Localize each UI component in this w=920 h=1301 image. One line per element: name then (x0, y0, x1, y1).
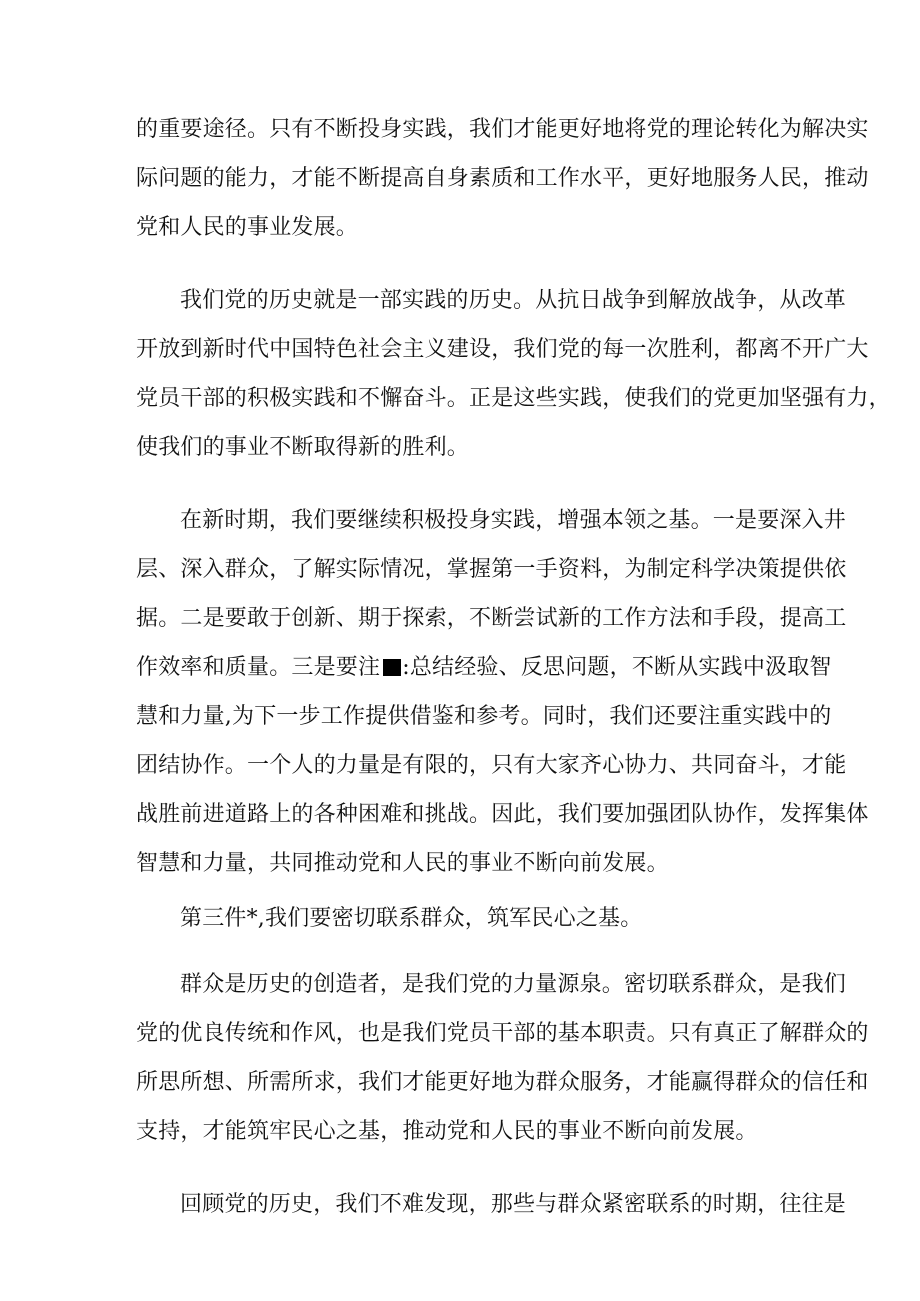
paragraph-3-line-5: 慧和力量,为下一步工作提供借鉴和参考。同时，我们还要注重实践中的 (136, 704, 832, 729)
paragraph-2-line-1: 我们党的历史就是一部实践的历史。从抗日战争到解放战争，从改革 (180, 288, 847, 313)
paragraph-3-line-1: 在新时期，我们要继续积极投身实践，增强本领之基。一是要深入井 (180, 508, 847, 533)
paragraph-1-line-1: 的重要途径。只有不断投身实践，我们才能更好地将党的理论转化为解决实 (136, 117, 869, 142)
paragraph-4-line-4: 支持，才能筑牢民心之基，推动党和人民的事业不断向前发展。 (136, 1119, 758, 1144)
paragraph-5-line-1: 回顾党的历史，我们不难发现，那些与群众紧密联系的时期，往往是 (180, 1192, 847, 1217)
paragraph-1-line-3: 党和人民的事业发展。 (136, 215, 359, 240)
redaction-block (383, 659, 401, 676)
paragraph-4-line-2: 党的优良传统和作风，也是我们党员干部的基本职责。只有真正了解群众的 (136, 1021, 869, 1046)
paragraph-3-line-6: 团结协作。一个人的力量是有限的，只有大家齐心协力、共同奋斗，才能 (136, 753, 847, 778)
paragraph-3-line-2: 层、深入群众，了解实际情况，掌握第一手资料，为制定科学决策提供依 (136, 557, 847, 582)
section-heading: 第三件*,我们要密切联系群众，筑军民心之基。 (180, 906, 643, 931)
paragraph-4-line-3: 所思所想、所需所求，我们才能更好地为群众服务，才能赢得群众的信任和 (136, 1070, 869, 1095)
paragraph-2-line-2: 开放到新时代中国特色社会主义建设，我们党的每一次胜利，都离不开广大 (136, 337, 869, 362)
paragraph-2-line-3: 党员干部的积极实践和不懈奋斗。正是这些实践，使我们的党更加坚强有力， (136, 386, 891, 411)
paragraph-2-line-4: 使我们的事业不断取得新的胜利。 (136, 435, 470, 460)
paragraph-1-line-2: 际问题的能力，才能不断提高自身素质和工作水平，更好地服务人民，推动 (136, 166, 869, 191)
paragraph-3-line-4-part-a: 作效率和质量。三是要注 (136, 655, 381, 680)
paragraph-3-line-8: 智慧和力量，共同推动党和人民的事业不断向前发展。 (136, 851, 669, 876)
paragraph-3-line-3: 据。二是要敢于创新、期于探索，不断尝试新的工作方法和手段，提高工 (136, 606, 847, 631)
paragraph-3-line-4-part-b: :总结经验、反思问题，不断从实践中汲取智 (402, 655, 832, 680)
paragraph-4-line-1: 群众是历史的创造者，是我们党的力量源泉。密切联系群众，是我们 (180, 972, 847, 997)
paragraph-3-line-7: 战胜前进道路上的各种困难和挑战。因此，我们要加强团队协作，发挥集体 (136, 802, 869, 827)
paragraph-3-line-4 (136, 653, 832, 683)
